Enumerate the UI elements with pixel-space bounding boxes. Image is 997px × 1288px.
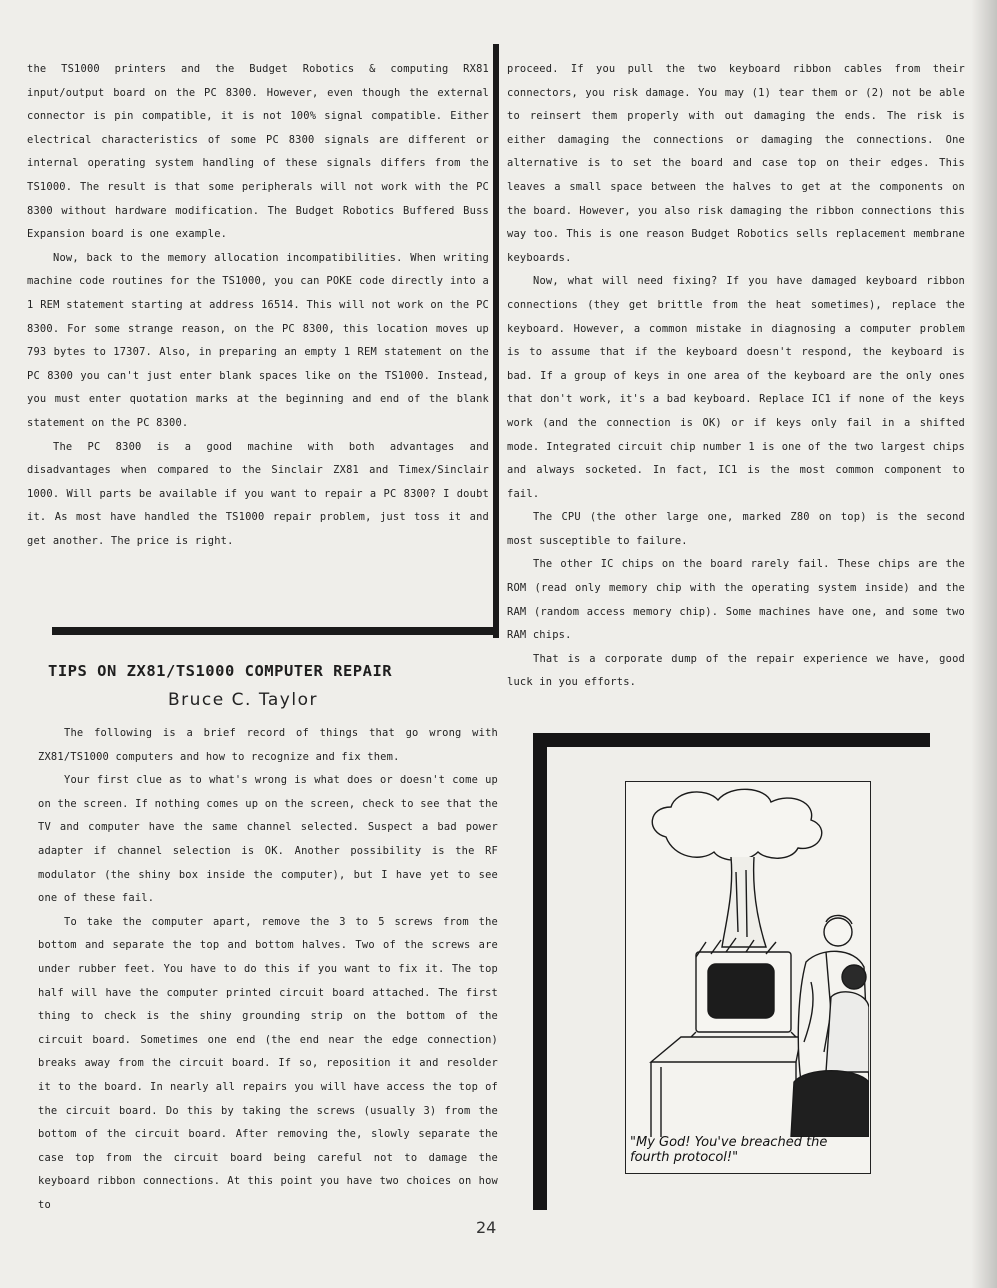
paragraph: That is a corporate dump of the repair experience we have, good luck in you efforts.	[507, 652, 965, 689]
right-column	[507, 58, 965, 695]
cartoon-box-top-rule	[533, 733, 930, 747]
mushroom-cloud-icon	[652, 789, 821, 860]
cartoon-box-left-rule	[533, 733, 547, 1210]
cartoon-illustration	[626, 782, 869, 1137]
paragraph: The following is a brief record of things that go wrong with ZX81/TS1000 computers and how to recognize and fix them.	[38, 727, 498, 763]
paragraph: The PC 8300 is a good machine with both advantages and disadvantages when compared to the Sinclair ZX81 and Timex/Sinclair 1000. Will parts be available if you want to repair a PC 8300? I doubt it. As most have handled the TS1000 repair problem, just toss it and get another. The price is right.	[27, 440, 489, 547]
left-column-top	[27, 58, 489, 553]
paragraph: the TS1000 printers and the Budget Robotics & computing RX81 input/output board on the PC 8300. However, even though the external connector is pin compatible, it is not 100% signal compatible. Either electrical characteristics of some PC 8300 signals are different or internal operating system handling of these signals differs from the TS1000. The result is that some peripherals will not work with the PC 8300 without hardware modification. The Budget Robotics Buffered Buss Expansion board is one example.	[27, 63, 489, 241]
page-number: 24	[476, 1218, 497, 1237]
paragraph: proceed. If you pull the two keyboard ribbon cables from their connectors, you risk damage. You may (1) tear them or (2) not be able to reinsert them properly with out damaging the ends. The risk is either damaging the connections or damaging the connections. One alternative is to set the board and case top on their edges. This leaves a small space between the halves to get at the components on the board. However, you also risk damaging the ribbon connections this way too. This is one reason Budget Robotics sells replacement membrane keyboards.	[507, 63, 965, 264]
paragraph: Your first clue as to what's wrong is what does or doesn't come up on the screen. If nothing comes up on the screen, check to see that the TV and computer have the same channel selected. Suspect a bad power adapter if channel selection is OK. Another possibility is the RF modulator (the shiny box inside the computer), but I have yet to see one of these fail.	[38, 774, 498, 905]
woman-head-icon	[842, 965, 866, 989]
paragraph: Now, what will need fixing? If you have damaged keyboard ribbon connections (they get brittle from the heat sometimes), replace the keyboard. However, a common mistake in diagnosing a computer problem is to assume that if the keyboard doesn't respond, the keyboard is bad. If a group of keys in one area of the keyboard are the only ones that don't work, it's a bad keyboard. Replace IC1 if none of the keys work (and the connection is OK) or if keys only fail in a shifted mode. Integrated circuit chip number 1 is one of the two largest chips and always socketed. In fact, IC1 is the most common component to fail.	[507, 275, 965, 500]
chair-icon	[791, 1071, 869, 1137]
paragraph: Now, back to the memory allocation incompatibilities. When writing machine code routines for the TS1000, you can POKE code directly into a 1 REM statement starting at address 16514. This will not work on the PC 8300. For some strange reason, on the PC 8300, this location moves up 793 bytes to 17307. Also, in preparing an empty 1 REM statement on the PC 8300 you can't just enter blank spaces like on the TS1000. Instead, you must enter quotation marks at the beginning and end of the blank statement on the PC 8300.	[27, 251, 489, 429]
column-divider-rule	[493, 44, 499, 638]
paragraph: The other IC chips on the board rarely fail. These chips are the ROM (read only memory chip with the operating system inside) and the RAM (random access memory chip). Some machines have one, and some two RAM chips.	[507, 558, 965, 642]
paragraph: The CPU (the other large one, marked Z80 on top) is the second most susceptible to failure.	[507, 511, 965, 547]
page-edge-shadow	[971, 0, 997, 1288]
article-author: Bruce C. Taylor	[168, 690, 318, 710]
paragraph: To take the computer apart, remove the 3 to 5 screws from the bottom and separate the top and bottom halves. Two of the screws are under rubber feet. You have to do this if you want to fix it. The top half will have the computer printed circuit board attached. The first thing to check is the shiny grounding strip on the bottom of the circuit board. Sometimes one end (the end near the edge connection) breaks away from the circuit board. If so, reposition it and resolder it to the board. In nearly all repairs you will have access the top of the circuit board. Do this by taking the screws (usually 3) from the bottom of the circuit board. After removing the, slowly separate the case top from the circuit board being careful not to damage the keyboard ribbon connections. At this point you have two choices on how to	[38, 915, 498, 1211]
man-head-icon	[824, 918, 852, 946]
cartoon-caption: "My God! You've breached the fourth protocol!"	[630, 1135, 828, 1165]
section-divider-rule	[52, 627, 499, 635]
article-title: TIPS ON ZX81/TS1000 COMPUTER REPAIR	[48, 662, 393, 680]
desk-icon	[651, 1037, 801, 1062]
left-column-bottom	[38, 722, 498, 1217]
